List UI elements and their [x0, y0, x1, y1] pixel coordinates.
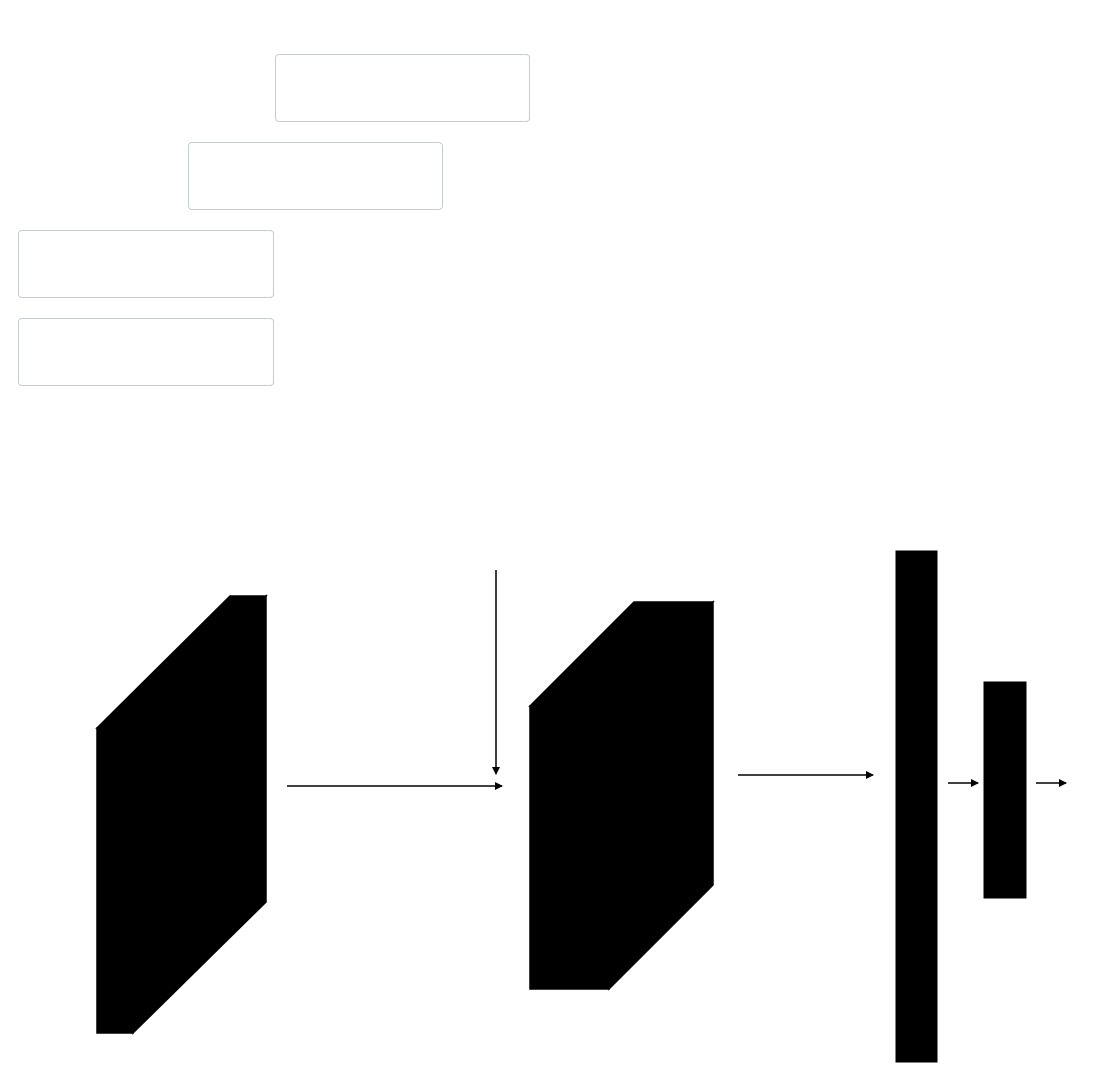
input-volume-front [97, 728, 133, 1033]
input-volume [97, 596, 266, 1033]
input-volume-side [133, 596, 266, 1033]
fc-layer-bar [896, 551, 937, 1062]
softmax-container [984, 682, 1026, 898]
pooled-volume-front [530, 706, 609, 989]
pooled-volume [530, 602, 713, 989]
